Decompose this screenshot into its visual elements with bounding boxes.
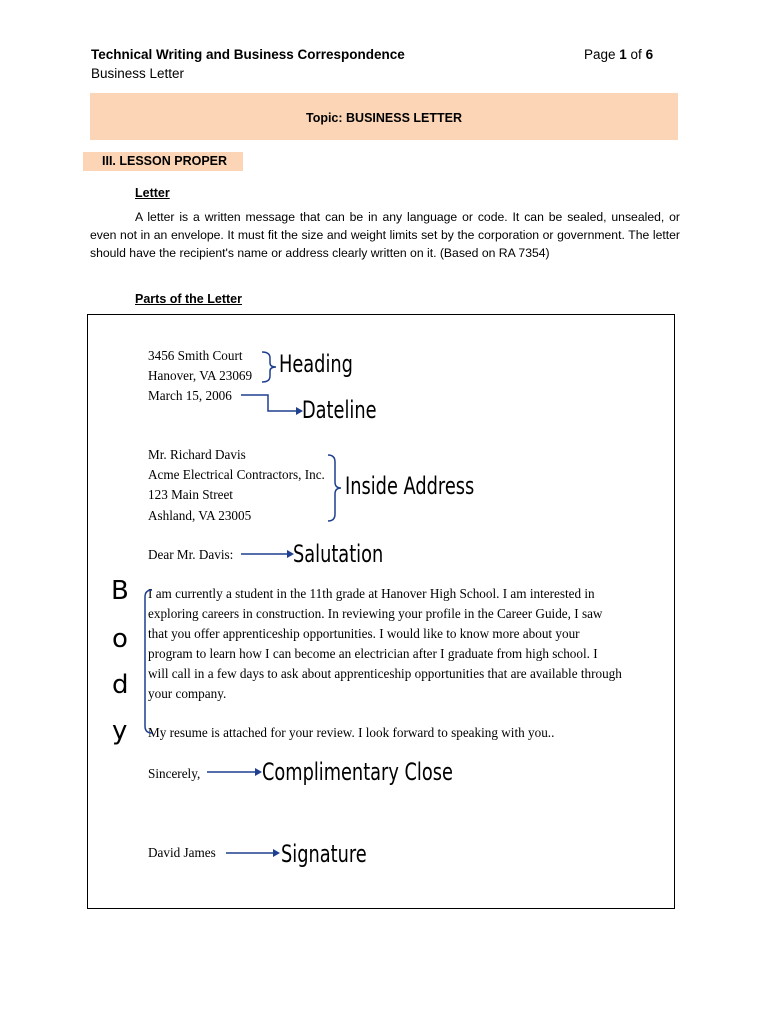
page-current: 1 bbox=[619, 47, 627, 62]
label-salutation: Salutation bbox=[293, 540, 384, 568]
label-body-letter: y bbox=[112, 716, 128, 746]
body-line: I am currently a student in the 11th grade at Hanover High School. I am interested in bbox=[148, 586, 595, 601]
dateline-arrow-line bbox=[241, 395, 296, 411]
body-bracket bbox=[145, 590, 152, 733]
body-line: your company. bbox=[148, 686, 227, 701]
label-body-letter: d bbox=[112, 670, 129, 700]
closing-text: Sincerely, bbox=[148, 766, 201, 781]
inside-address-line: 123 Main Street bbox=[148, 487, 233, 502]
course-title: Technical Writing and Business Correspondence bbox=[91, 47, 405, 62]
heading-line: 3456 Smith Court bbox=[148, 348, 243, 363]
signature-text: David James bbox=[148, 845, 216, 860]
inside-address-line: Acme Electrical Contractors, Inc. bbox=[148, 467, 325, 482]
body-line: program to learn how I can become an electrician after I graduate from high school. I bbox=[148, 646, 598, 661]
close-arrowhead bbox=[255, 768, 262, 776]
label-body-letter: o bbox=[112, 624, 128, 654]
body-line: My resume is attached for your review. I look forward to speaking with you.. bbox=[148, 725, 555, 740]
signature-arrowhead bbox=[273, 849, 280, 857]
label-inside-address: Inside Address bbox=[345, 472, 475, 500]
letter-heading: Letter bbox=[135, 186, 170, 200]
page-total: 6 bbox=[645, 47, 654, 62]
topic-title: Topic: BUSINESS LETTER bbox=[305, 111, 463, 125]
label-body-letter: B bbox=[111, 576, 129, 606]
label-heading: Heading bbox=[279, 350, 353, 378]
body-line: that you offer apprenticeship opportunities. I would like to know more about your bbox=[148, 626, 580, 641]
page-of: of bbox=[626, 47, 646, 62]
document-subtitle: Business Letter bbox=[91, 66, 185, 81]
label-complimentary-close: Complimentary Close bbox=[262, 758, 453, 786]
heading-brace bbox=[262, 352, 276, 382]
dateline-text: March 15, 2006 bbox=[148, 388, 232, 403]
section-title: III. LESSON PROPER bbox=[102, 154, 228, 168]
heading-line: Hanover, VA 23069 bbox=[148, 368, 253, 383]
inside-address-line: Ashland, VA 23005 bbox=[148, 508, 252, 523]
body-line: will call in a few days to ask about apprenticeship opportunities that are available through bbox=[148, 666, 622, 681]
label-dateline: Dateline bbox=[302, 396, 377, 424]
parts-heading: Parts of the Letter bbox=[135, 292, 242, 306]
page-prefix: Page bbox=[584, 47, 620, 62]
inside-address-brace bbox=[328, 455, 341, 521]
inside-address-line: Mr. Richard Davis bbox=[148, 447, 246, 462]
label-signature: Signature bbox=[281, 840, 367, 868]
salutation-text: Dear Mr. Davis: bbox=[148, 547, 234, 562]
letter-definition-paragraph: A letter is a written message that can be in any language or code. It can be sealed, unsealed, or even not in an envelope. It must fit the size and weight limits set by the corporation or government. The letter should have the recipient's name or address clearly written on it. (Based on RA 7354) bbox=[90, 210, 680, 261]
body-line: exploring careers in construction. In reviewing your profile in the Career Guide, I saw bbox=[148, 606, 603, 621]
